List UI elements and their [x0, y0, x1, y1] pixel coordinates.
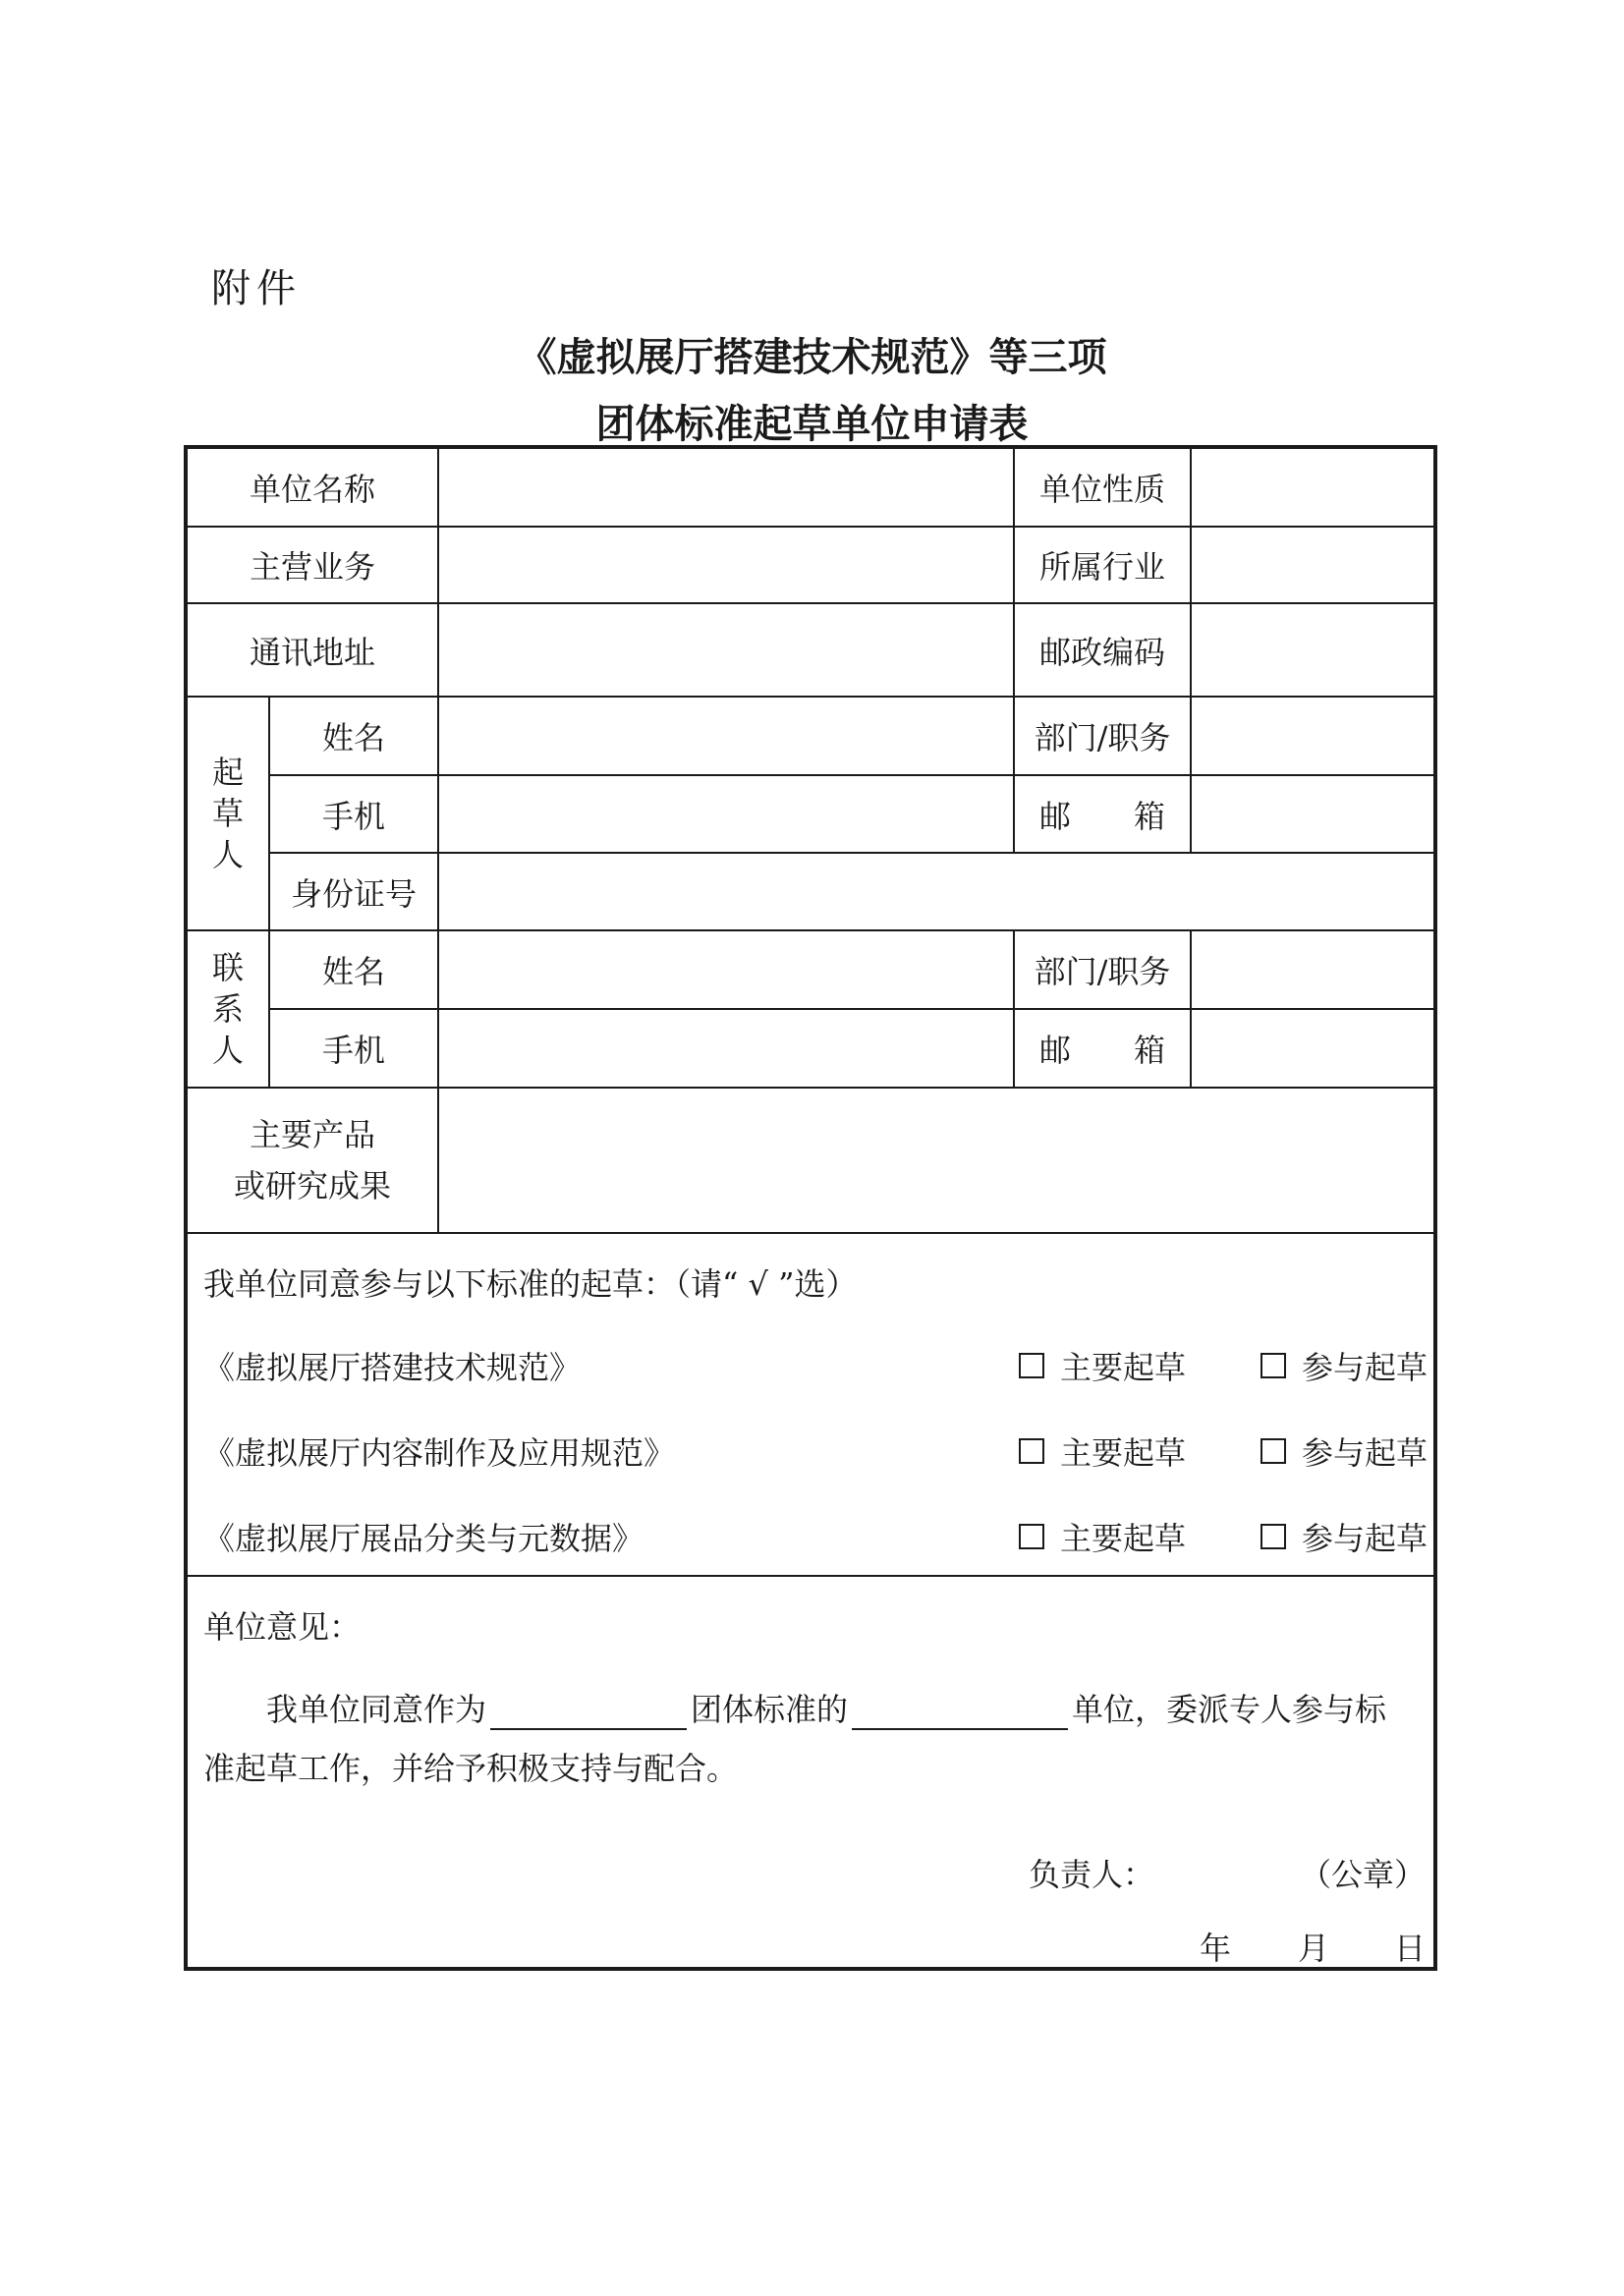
unit-name-label: 单位名称 [188, 449, 439, 528]
drafter-name-field[interactable] [439, 698, 1015, 776]
participate-option[interactable] [1260, 1343, 1428, 1388]
drafter-group-label [188, 698, 270, 931]
main-drafter-option[interactable] [1019, 1343, 1186, 1388]
form-title-line2: 团体标准起草单位申请表 [595, 402, 1029, 447]
standard-blank[interactable] [490, 1695, 687, 1730]
postcode-label: 邮政编码 [1015, 604, 1192, 698]
drafter-char-3: 人 [211, 836, 244, 873]
checkbox-icon[interactable] [1019, 1524, 1044, 1549]
drafter-email-label: 邮 箱 [1015, 776, 1192, 854]
contact-mobile-label: 手机 [270, 1010, 439, 1089]
standard-row [203, 1428, 1433, 1472]
main-drafter-label: 主要起草 [1060, 1520, 1187, 1557]
standard-name: 《虚拟展厅搭建技术规范》 [203, 1349, 582, 1386]
main-drafter-option[interactable] [1019, 1514, 1186, 1559]
main-drafter-option[interactable] [1019, 1428, 1186, 1474]
participate-option[interactable] [1260, 1514, 1428, 1559]
products-label-line2: 或研究成果 [233, 1167, 391, 1204]
opinion-heading: 单位意见： [203, 1608, 362, 1646]
participate-option[interactable] [1260, 1428, 1428, 1474]
main-drafter-label: 主要起草 [1060, 1349, 1187, 1386]
main-drafter-label: 主要起草 [1060, 1434, 1187, 1472]
checkbox-icon[interactable] [1260, 1438, 1286, 1464]
standard-row [203, 1514, 1433, 1557]
contact-email-label: 邮 箱 [1015, 1010, 1192, 1089]
drafter-id-field[interactable] [439, 854, 1433, 931]
drafter-mobile-label: 手机 [270, 776, 439, 854]
address-field[interactable] [439, 604, 1015, 698]
date-day-label: 日 [1394, 1930, 1427, 1967]
responsible-label: 负责人： [1029, 1856, 1155, 1893]
standard-name: 《虚拟展厅内容制作及应用规范》 [203, 1434, 676, 1472]
drafter-mobile-field[interactable] [439, 776, 1015, 854]
drafter-dept-field[interactable] [1192, 698, 1433, 776]
checkbox-icon[interactable] [1019, 1353, 1044, 1378]
drafter-email-field[interactable] [1192, 776, 1433, 854]
drafter-dept-label: 部门/职务 [1015, 698, 1192, 776]
contact-dept-label: 部门/职务 [1015, 931, 1192, 1010]
main-business-label: 主营业务 [188, 528, 439, 604]
opinion-text-part1: 我单位同意作为 [266, 1691, 487, 1728]
opinion-text-line2: 准起草工作，并给予积极支持与配合。 [203, 1750, 739, 1787]
opinion-text-part3: 单位，委派专人参与标 [1072, 1691, 1387, 1728]
opinion-section [188, 1577, 1433, 1967]
participate-label: 参与起草 [1302, 1434, 1428, 1472]
standard-name: 《虚拟展厅展品分类与元数据》 [203, 1520, 644, 1557]
unit-name-field[interactable] [439, 449, 1015, 528]
drafter-name-label: 姓名 [270, 698, 439, 776]
opinion-text-part2: 团体标准的 [691, 1691, 849, 1728]
standard-row [203, 1343, 1433, 1386]
date-year-label: 年 [1200, 1930, 1232, 1967]
participate-label: 参与起草 [1302, 1520, 1428, 1557]
opinion-text-line1 [266, 1685, 1386, 1730]
checkbox-icon[interactable] [1260, 1524, 1286, 1549]
form-title-line1: 《虚拟展厅搭建技术规范》等三项 [517, 335, 1107, 380]
role-blank[interactable] [852, 1695, 1068, 1730]
contact-name-field[interactable] [439, 931, 1015, 1010]
industry-field[interactable] [1192, 528, 1433, 604]
address-label: 通讯地址 [188, 604, 439, 698]
contact-dept-field[interactable] [1192, 931, 1433, 1010]
drafter-char-1: 起 [211, 754, 244, 791]
drafter-id-label: 身份证号 [270, 854, 439, 931]
date-month-label: 月 [1298, 1930, 1330, 1967]
contact-char-2: 系 [211, 990, 244, 1028]
drafter-char-2: 草 [211, 795, 244, 832]
standards-intro: 我单位同意参与以下标准的起草：（请“ √ ”选） [203, 1265, 858, 1303]
products-label-line1: 主要产品 [249, 1116, 375, 1153]
postcode-field[interactable] [1192, 604, 1433, 698]
participate-label: 参与起草 [1302, 1349, 1428, 1386]
contact-name-label: 姓名 [270, 931, 439, 1010]
standards-section [188, 1234, 1433, 1577]
products-label [188, 1089, 439, 1234]
checkbox-icon[interactable] [1019, 1438, 1044, 1464]
checkbox-icon[interactable] [1260, 1353, 1286, 1378]
contact-email-field[interactable] [1192, 1010, 1433, 1089]
contact-char-3: 人 [211, 1032, 244, 1069]
application-form [184, 445, 1437, 1971]
contact-group-label [188, 931, 270, 1089]
contact-char-1: 联 [211, 949, 244, 986]
attachment-label: 附件 [211, 266, 302, 311]
contact-mobile-field[interactable] [439, 1010, 1015, 1089]
seal-label: （公章） [1300, 1856, 1427, 1893]
unit-nature-field[interactable] [1192, 449, 1433, 528]
industry-label: 所属行业 [1015, 528, 1192, 604]
main-business-field[interactable] [439, 528, 1015, 604]
unit-nature-label: 单位性质 [1015, 449, 1192, 528]
products-field[interactable] [439, 1089, 1433, 1234]
